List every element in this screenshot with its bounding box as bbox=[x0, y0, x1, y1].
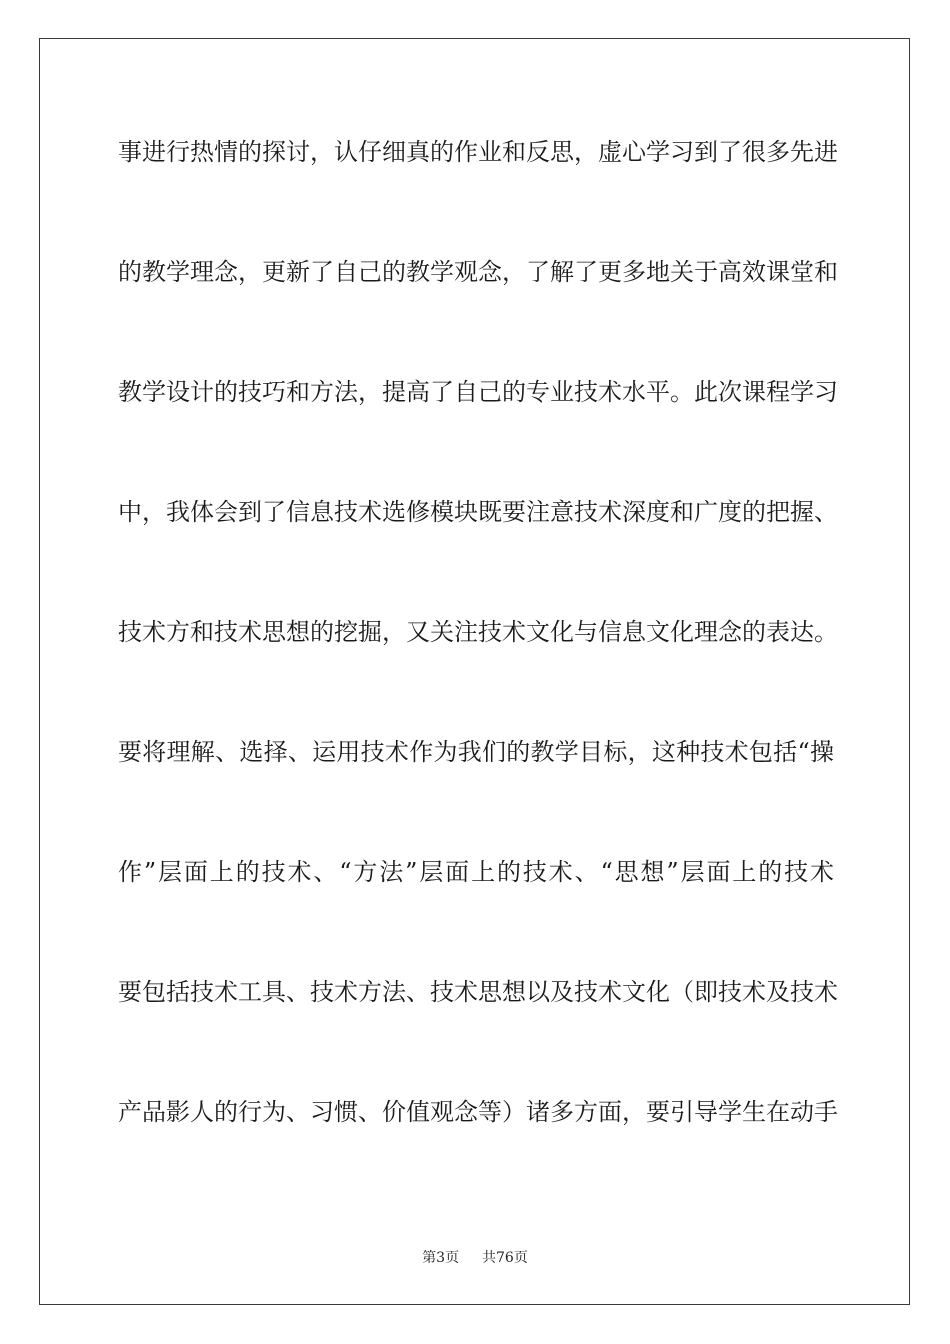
page-number: 第3页 bbox=[422, 1250, 460, 1266]
text-line-7: 作”层面上的技术、“方法”层面上的技术、“思想”层面上的技术 bbox=[118, 858, 834, 886]
text-line-8: 要包括技术工具、技术方法、技术思想以及技术文化（即技术及技术 bbox=[118, 978, 838, 1006]
document-body bbox=[118, 123, 838, 1203]
page-footer bbox=[0, 1247, 950, 1267]
text-line-1: 事进行热情的探讨，认仔细真的作业和反思，虚心学习到了很多先进 bbox=[118, 138, 838, 166]
text-line-3: 教学设计的技巧和方法，提高了自己的专业技术水平。此次课程学习 bbox=[118, 378, 838, 406]
text-line-6: 要将理解、选择、运用技术作为我们的教学目标，这种技术包括“操 bbox=[118, 738, 834, 766]
text-line-4: 中，我体会到了信息技术选修模块既要注意技术深度和广度的把握、 bbox=[118, 498, 838, 526]
page-total: 共76页 bbox=[482, 1250, 528, 1266]
text-line-5: 技术方和技术思想的挖掘，又关注技术文化与信息文化理念的表达。 bbox=[118, 618, 838, 646]
text-line-2: 的教学理念，更新了自己的教学观念，了解了更多地关于高效课堂和 bbox=[118, 258, 838, 286]
text-line-9: 产品影人的行为、习惯、价值观念等）诸多方面，要引导学生在动手 bbox=[118, 1098, 838, 1126]
